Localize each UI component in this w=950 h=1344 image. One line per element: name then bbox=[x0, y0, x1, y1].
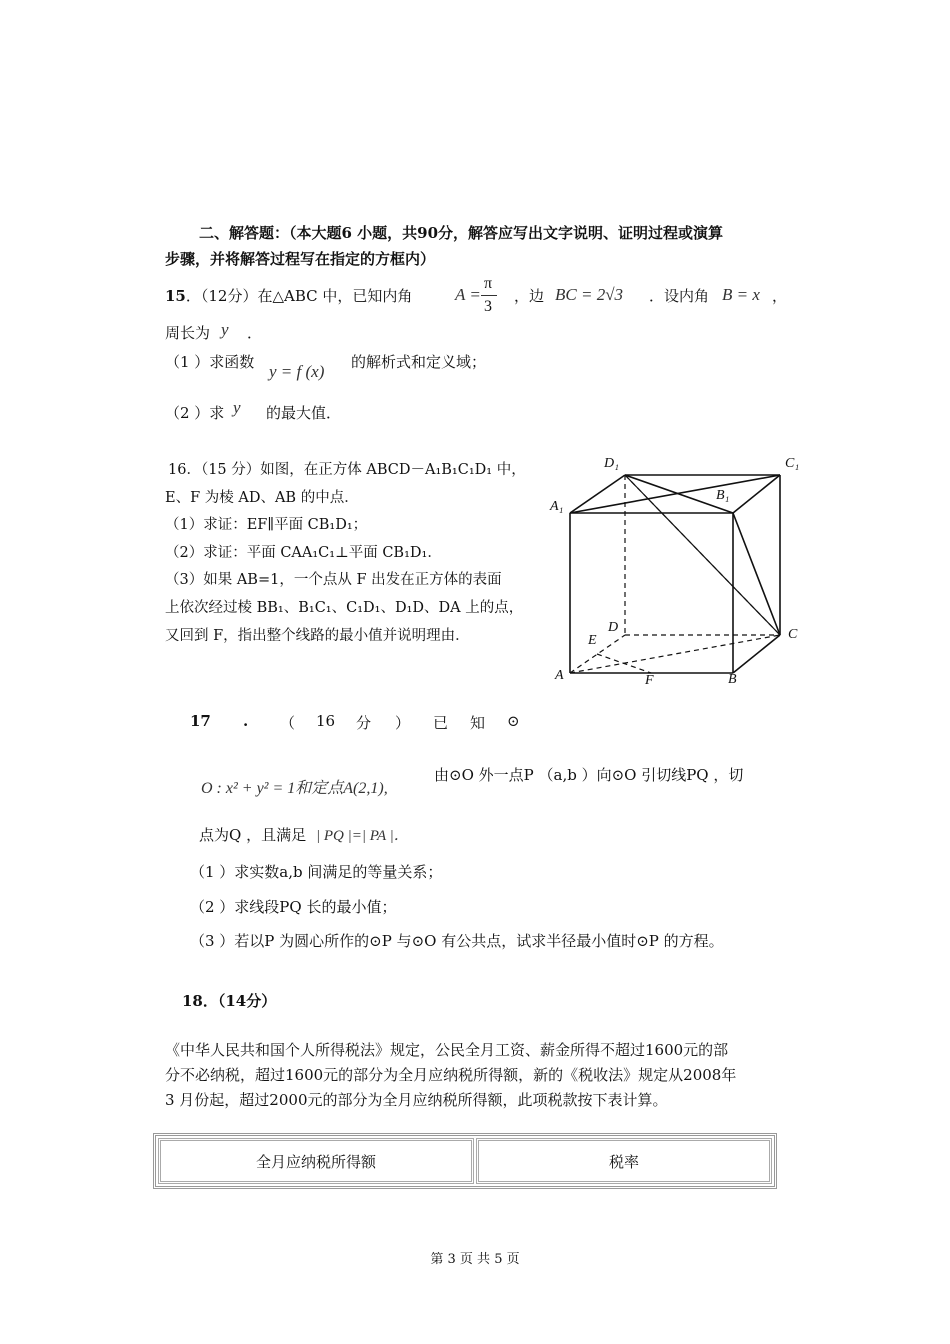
q15-part2-y: y bbox=[233, 398, 241, 417]
label-f: F bbox=[645, 673, 654, 688]
q18-para2: 分不必纳税，超过1600元的部分为全月应纳税所得额，新的《税收法》规定从2008年 bbox=[165, 1066, 737, 1084]
q16-line5: （3）如果 AB=1，一个点从 F 出发在正方体的表面 bbox=[165, 572, 502, 588]
q17-close: ） bbox=[395, 714, 411, 732]
q15-pi: π bbox=[484, 275, 493, 292]
q17-yi: 已 bbox=[433, 714, 449, 732]
q15-part1-rest: 的解析式和定义域； bbox=[351, 353, 487, 371]
q15-part1-label: （1 ）求函数 bbox=[165, 353, 255, 371]
cube-figure bbox=[540, 450, 810, 695]
table-row bbox=[158, 1138, 772, 1184]
section-title-line2: 步骤，并将解答过程写在指定的方框内） bbox=[165, 250, 436, 268]
label-c: C bbox=[788, 627, 798, 642]
label-d1: D₁ bbox=[604, 456, 619, 471]
q15-set-b: ．设内角 bbox=[649, 287, 710, 305]
q17-open: （ bbox=[280, 714, 296, 732]
label-b1: B₁ bbox=[716, 488, 730, 503]
q15-part2-rest: 的最大值． bbox=[266, 404, 342, 422]
q17-fen: 分 bbox=[356, 714, 372, 732]
q17-line3a: 点为Q ，且满足 bbox=[199, 826, 307, 844]
q15-line1 bbox=[165, 285, 412, 306]
table-header-income: 全月应纳税所得额 bbox=[158, 1138, 474, 1184]
q15-part2-label: （2 ）求 bbox=[165, 404, 225, 422]
q16-line7: 又回到 F，指出整个线路的最小值并说明理由． bbox=[165, 628, 470, 644]
section-title-line1: 二、解答题：（本大题6 小题，共90分，解答应写出文字说明、证明过程或演算 bbox=[199, 224, 724, 242]
hidden-line-e-f bbox=[597, 654, 651, 673]
q15-edge: ，边 bbox=[514, 287, 545, 305]
q17-circle-equation: O : x² + y² = 1和定点A(2,1), bbox=[201, 780, 388, 797]
label-a: A bbox=[555, 668, 564, 683]
q17-score: 16 bbox=[316, 712, 336, 730]
q15-y: y bbox=[221, 320, 229, 339]
q16-line2: E、F 为棱 AD、AB 的中点． bbox=[165, 490, 359, 506]
tax-table bbox=[153, 1133, 777, 1189]
q16-line1: 16．（15 分）如图，在正方体 ABCD－A₁B₁C₁D₁ 中， bbox=[168, 462, 526, 478]
q15-score: ．（12分）在△ABC 中，已知内角 bbox=[185, 287, 413, 305]
q17-right-text: 由⊙O 外一点P （a,b ）向⊙O 引切线PQ ，切 bbox=[434, 766, 744, 784]
q18-para3: 3 月份起，超过2000元的部分为全月应纳税所得额，此项税款按下表计算。 bbox=[165, 1091, 668, 1109]
diag-a1-c1 bbox=[570, 475, 780, 513]
q15-a-eq: A = bbox=[455, 285, 481, 304]
label-b: B bbox=[728, 672, 737, 687]
q15-three: 3 bbox=[484, 298, 492, 315]
table-header-rate: 税率 bbox=[476, 1138, 772, 1184]
q15-comma: ， bbox=[772, 287, 788, 305]
label-a1: A₁ bbox=[550, 499, 564, 514]
q15-bc: BC = 2√3 bbox=[555, 285, 624, 304]
q15-b-eq: B = x bbox=[722, 285, 760, 304]
line-b1-c bbox=[733, 513, 780, 635]
q17-part1: （1 ）求实数a,b 间满足的等量关系； bbox=[190, 863, 443, 881]
q17-odot: ⊙ bbox=[507, 712, 520, 730]
q16-line4: （2）求证：平面 CAA₁C₁⊥平面 CB₁D₁． bbox=[165, 545, 442, 561]
q16-line3: （1）求证：EF∥平面 CB₁D₁； bbox=[165, 517, 368, 533]
q15-perimeter: 周长为 bbox=[165, 324, 211, 342]
hidden-diag-a-c bbox=[570, 635, 780, 673]
q17-line3b: | PQ |=| PA |． bbox=[316, 828, 409, 844]
q15-fraction-bar bbox=[481, 295, 497, 296]
q17-number: 17 bbox=[190, 712, 211, 730]
edge-b-c bbox=[733, 635, 780, 673]
q15-number: 15 bbox=[165, 287, 186, 305]
q17-part2: （2 ）求线段PQ 长的最小值； bbox=[190, 898, 397, 916]
label-d: D bbox=[608, 620, 619, 635]
q17-dot: . bbox=[243, 712, 249, 730]
q18-para1: 《中华人民共和国个人所得税法》规定，公民全月工资、薪金所得不超过1600元的部 bbox=[165, 1041, 729, 1059]
q16-line6: 上依次经过棱 BB₁、B₁C₁、C₁D₁、D₁D、DA 上的点， bbox=[165, 600, 524, 616]
page-footer: 第 3 页 共 5 页 bbox=[430, 1252, 520, 1267]
q18-header: 18．（14分） bbox=[182, 992, 277, 1010]
label-e: E bbox=[588, 633, 597, 648]
q15-part1-func: y = f (x) bbox=[269, 362, 325, 381]
q15-period: ． bbox=[247, 324, 263, 342]
q17-zhi: 知 bbox=[470, 714, 486, 732]
label-c1: C₁ bbox=[785, 456, 800, 471]
q17-part3: （3 ）若以P 为圆心所作的⊙P 与⊙O 有公共点，试求半径最小值时⊙P 的方程。 bbox=[190, 932, 724, 950]
edge-b1-c1 bbox=[733, 475, 780, 513]
